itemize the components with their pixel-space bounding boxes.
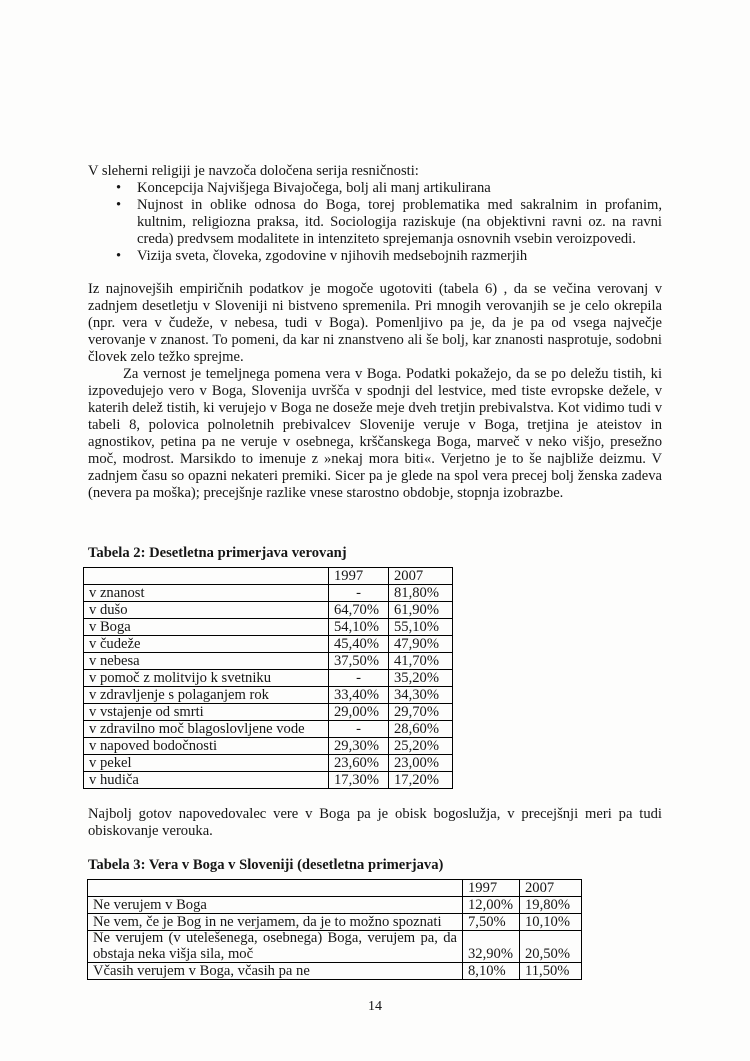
table3-value-2007: 10,10% (520, 914, 582, 931)
table2-row (84, 670, 453, 687)
table3-value-1997: 7,50% (463, 914, 520, 931)
table3-header-2007: 2007 (520, 880, 582, 897)
table2-value-2007: 34,30% (389, 687, 453, 704)
table2-value-2007: 81,80% (389, 585, 453, 602)
table3-value-2007: 20,50% (520, 931, 582, 963)
table2-row (84, 585, 453, 602)
table2-header-empty (84, 568, 329, 585)
table2-body (84, 585, 453, 789)
table2-row (84, 738, 453, 755)
table3-row (88, 963, 582, 980)
table2-value-2007: 25,20% (389, 738, 453, 755)
table2-value-1997: 17,30% (329, 772, 389, 789)
table3-value-2007: 11,50% (520, 963, 582, 980)
table2-row-label: v nebesa (84, 653, 329, 670)
table2 (83, 567, 453, 789)
table2-row (84, 653, 453, 670)
table2-header-2007: 2007 (389, 568, 453, 585)
table2-row (84, 687, 453, 704)
table2-value-2007: 29,70% (389, 704, 453, 721)
bullet-text: Vizija sveta, človeka, zgodovine v njihovih medsebojnih razmerjih (137, 248, 528, 264)
table2-row-label: v čudeže (84, 636, 329, 653)
table2-row-label: v vstajenje od smrti (84, 704, 329, 721)
page-number: 14 (368, 999, 382, 1014)
table2-header-1997: 1997 (329, 568, 389, 585)
table3-row (88, 914, 582, 931)
table2-row (84, 721, 453, 738)
table2-row (84, 772, 453, 789)
table3-title: Tabela 3: Vera v Boga v Sloveniji (desetletna primerjava) (88, 857, 444, 873)
table2-value-2007: 17,20% (389, 772, 453, 789)
table2-row-label: v zdravilno moč blagoslovljene vode (84, 721, 329, 738)
table2-value-2007: 28,60% (389, 721, 453, 738)
bullet-list (88, 180, 662, 265)
table2-row (84, 636, 453, 653)
table2-row-label: v napoved bodočnosti (84, 738, 329, 755)
table3-row-label: Ne verujem v Boga (88, 897, 463, 914)
intro-lead: V sleherni religiji je navzoča določena serija resničnosti: (88, 163, 419, 179)
table2-value-1997: 23,60% (329, 755, 389, 772)
table2-row (84, 602, 453, 619)
table2-row (84, 704, 453, 721)
table3-value-1997: 12,00% (463, 897, 520, 914)
table2-value-1997: 45,40% (329, 636, 389, 653)
table2-value-2007: 35,20% (389, 670, 453, 687)
bullet-item (88, 197, 662, 248)
bullet-icon: • (116, 180, 122, 196)
paragraph-2: Za vernost je temeljnega pomena vera v Boga. Podatki pokažejo, da se po deležu tistih, ki izpovedujejo vero v Boga, Slovenija uvršča v spodnji del lestvice, med tiste evropske dežele, v katerih delež tistih, ki verujejo v Boga ne doseže meje dveh tretjin prebivalstva. Kot vidimo tudi v tabeli 8, polovica polnoletnih prebivalcev Slovenije veruje v Boga, tretjina je ateistov in agnostikov, petina pa ne veruje v osebnega, krščanskega Boga, marveč v neko višjo, presežno moč, modrost. Marsikdo to imenuje z »nekaj mora biti«. Verjetno je to še najbliže deizmu. V zadnjem času so opazni nekateri premiki. Sicer pa je glede na spol vera precej bolj ženska zadeva (nevera pa moška); precejšnje razlike vnese starostno obdobje, stopnja izobrazbe. (88, 366, 662, 501)
table2-row (84, 755, 453, 772)
table3 (87, 879, 582, 980)
table3-header-1997: 1997 (463, 880, 520, 897)
table3-header-row (88, 880, 582, 897)
table2-value-2007: 55,10% (389, 619, 453, 636)
table2-row-label: v pomoč z molitvijo k svetniku (84, 670, 329, 687)
table3-row-label: Včasih verujem v Boga, včasih pa ne (88, 963, 463, 980)
table2-value-1997: - (329, 670, 389, 687)
table3-row (88, 897, 582, 914)
table2-row-label: v zdravljenje s polaganjem rok (84, 687, 329, 704)
table2-value-1997: - (329, 585, 389, 602)
table3-row-label: Ne vem, če je Bog in ne verjamem, da je to možno spoznati (88, 914, 463, 931)
bullet-item (88, 248, 662, 265)
table3-header-empty (88, 880, 463, 897)
table2-row-label: v Boga (84, 619, 329, 636)
table2-title: Tabela 2: Desetletna primerjava verovanj (88, 545, 347, 561)
table2-value-1997: - (329, 721, 389, 738)
table2-row-label: v dušo (84, 602, 329, 619)
table2-value-1997: 54,10% (329, 619, 389, 636)
table2-value-1997: 29,30% (329, 738, 389, 755)
bullet-text: Koncepcija Najvišjega Bivajočega, bolj ali manj artikulirana (137, 180, 491, 196)
bullet-icon: • (116, 197, 122, 213)
table2-value-2007: 47,90% (389, 636, 453, 653)
table2-value-2007: 23,00% (389, 755, 453, 772)
paragraph-1: Iz najnovejših empiričnih podatkov je mogoče ugotoviti (tabela 6) , da se večina verovanj v zadnjem desetletju v Sloveniji ni bistveno spremenila. Pri mnogih verovanjih se je celo okrepila (npr. vera v čudeže, v nebesa, tudi v Boga). Pomenljivo pa je, da je pa od vsega največje verovanje v znanost. To pomeni, da kar ni znanstveno ali še bolj, kar znanosti nasprotuje, sodobni človek zelo težko sprejme. (88, 281, 662, 365)
table3-body (88, 897, 582, 980)
table2-value-1997: 29,00% (329, 704, 389, 721)
table3-row-label: Ne verujem (v utelešenega, osebnega) Boga, verujem pa, da obstaja neka višja sila, moč (88, 931, 463, 963)
bullet-icon: • (116, 248, 122, 264)
table3-value-1997: 8,10% (463, 963, 520, 980)
table2-value-2007: 61,90% (389, 602, 453, 619)
table3-value-2007: 19,80% (520, 897, 582, 914)
paragraph-3: Najbolj gotov napovedovalec vere v Boga pa je obisk bogoslužja, v precejšnji meri pa tudi obiskovanje verouka. (88, 806, 662, 839)
table2-header-row (84, 568, 453, 585)
table2-row-label: v pekel (84, 755, 329, 772)
page-content (88, 163, 662, 980)
table2-value-1997: 33,40% (329, 687, 389, 704)
table2-row (84, 619, 453, 636)
table2-value-1997: 64,70% (329, 602, 389, 619)
bullet-text: Nujnost in oblike odnosa do Boga, torej problematika med sakralnim in profanim, kultnim, religiozna praksa, itd. Sociologija raziskuje (na objektivni ravni oz. na ravni creda) predvsem modalitete in intenziteto sprejemanja osnovnih vsebin veroizpovedi. (137, 197, 662, 247)
bullet-item (88, 180, 662, 197)
table2-row-label: v znanost (84, 585, 329, 602)
table2-value-1997: 37,50% (329, 653, 389, 670)
table2-value-2007: 41,70% (389, 653, 453, 670)
table2-row-label: v hudiča (84, 772, 329, 789)
table3-value-1997: 32,90% (463, 931, 520, 963)
table3-row (88, 931, 582, 963)
